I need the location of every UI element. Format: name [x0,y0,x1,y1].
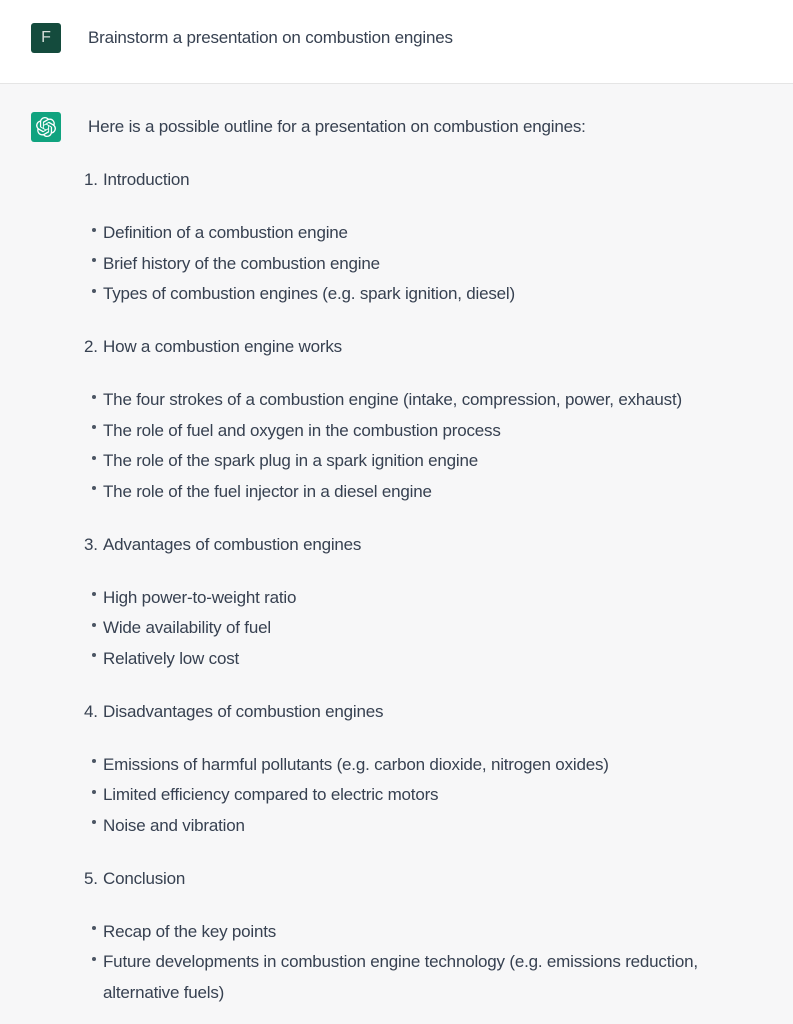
user-avatar-letter: F [41,29,51,46]
numbered-item [84,697,750,728]
assistant-intro: Here is a possible outline for a presentation on combustion engines: [88,117,586,136]
numbered-item [84,530,750,561]
bullet-item: Relatively low cost [88,644,750,675]
numbered-item-title: Disadvantages of combustion engines [103,701,384,721]
numbered-item-marker: 5. [84,868,98,888]
user-message-row [0,0,793,84]
bullet-item: Noise and vibration [88,811,750,842]
numbered-item [84,165,750,196]
numbered-item-marker: 3. [84,534,98,554]
bullet-item: The role of the spark plug in a spark ignition engine [88,446,750,477]
bullet-item: Emissions of harmful pollutants (e.g. carbon dioxide, nitrogen oxides) [88,750,750,781]
bullet-list [88,750,750,842]
bullet-list [88,218,750,310]
outline-list [84,165,750,1008]
user-message-text: Brainstorm a presentation on combustion engines [88,28,453,47]
bullet-list [88,583,750,675]
openai-logo-icon [36,117,56,137]
numbered-item-marker: 1. [84,170,98,189]
numbered-item [84,332,750,363]
bullet-item: Limited efficiency compared to electric motors [88,780,750,811]
assistant-message-row [0,84,793,1024]
numbered-item-title: Conclusion [103,868,186,888]
bullet-item: Types of combustion engines (e.g. spark ignition, diesel) [88,279,750,310]
user-avatar [31,23,61,53]
assistant-message-content [84,112,750,1008]
bullet-item: The role of fuel and oxygen in the combustion process [88,416,750,447]
bullet-item: The four strokes of a combustion engine (intake, compression, power, exhaust) [88,385,750,416]
numbered-item-marker: 2. [84,337,98,356]
numbered-item [84,864,750,895]
chatgpt-avatar [31,112,61,142]
bullet-item: Definition of a combustion engine [88,218,750,249]
bullet-item: The role of the fuel injector in a diesel engine [88,477,750,508]
bullet-list [88,917,750,1009]
numbered-item-title: Introduction [103,170,190,189]
numbered-item-title: How a combustion engine works [103,337,342,356]
bullet-item: Wide availability of fuel [88,613,750,644]
numbered-item-marker: 4. [84,701,98,721]
bullet-list [88,385,750,507]
bullet-item: Recap of the key points [88,917,750,948]
numbered-item-title: Advantages of combustion engines [103,534,362,554]
bullet-item: Future developments in combustion engine technology (e.g. emissions reduction, alternative fuels) [88,947,750,1008]
bullet-item: Brief history of the combustion engine [88,249,750,280]
bullet-item: High power-to-weight ratio [88,583,750,614]
